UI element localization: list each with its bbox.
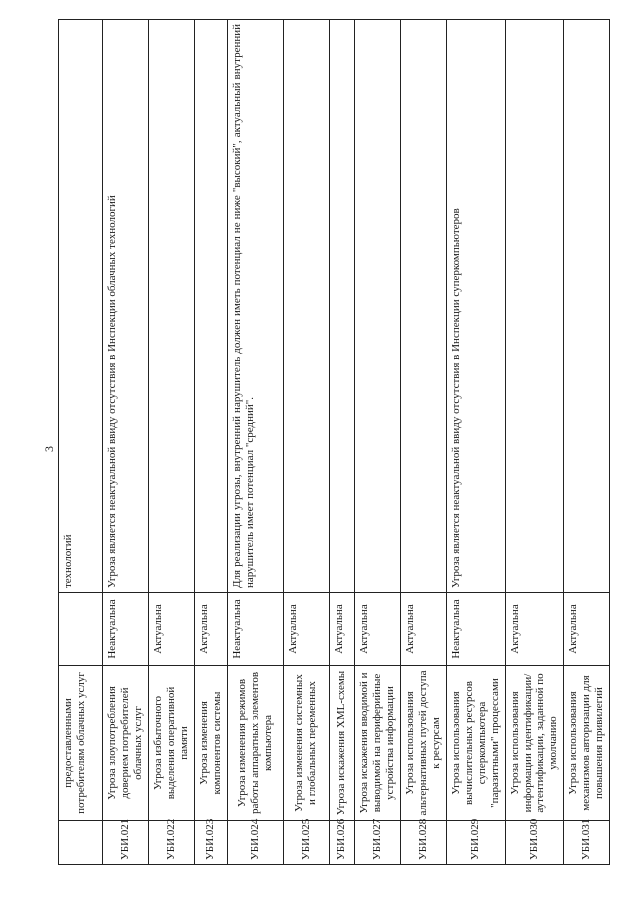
table-row xyxy=(505,20,564,865)
threat-relevance: Актуальна xyxy=(148,593,194,666)
table-row xyxy=(400,20,446,865)
threat-code xyxy=(59,821,103,865)
threat-relevance: Актуальна xyxy=(194,593,227,666)
threat-relevance xyxy=(59,593,103,666)
threat-note: Угроза является неактуальной ввиду отсутствия в Инспекции облачных технологий xyxy=(103,20,149,593)
threat-note xyxy=(564,20,610,593)
threat-relevance: Актуальна xyxy=(283,593,329,666)
table-row xyxy=(227,20,283,865)
threat-note xyxy=(400,20,446,593)
threat-note xyxy=(148,20,194,593)
table-row xyxy=(59,20,103,865)
threat-name: Угроза использования вычислительных ресурсов суперкомпьютера "паразитными" процессами xyxy=(446,666,505,821)
threat-relevance: Неактуальна xyxy=(446,593,505,666)
threat-code: УБИ.031 xyxy=(564,821,610,865)
page-number: 3 xyxy=(42,446,56,452)
table-row xyxy=(103,20,149,865)
threat-note xyxy=(505,20,564,593)
threat-name: предоставленными потребителям облачных услуг xyxy=(59,666,103,821)
threats-table xyxy=(58,19,610,865)
threat-note: Угроза является неактуальной ввиду отсутствия в Инспекции суперкомпьютеров xyxy=(446,20,505,593)
threat-code: УБИ.021 xyxy=(103,821,149,865)
threat-name: Угроза использования информации идентификации/аутентификации, заданной по умолчанию xyxy=(505,666,564,821)
threat-name: Угроза использования альтернативных путей доступа к ресурсам xyxy=(400,666,446,821)
threat-name: Угроза искажения вводимой и выводимой на периферийные устройства информации xyxy=(354,666,400,821)
threat-note xyxy=(354,20,400,593)
threat-code: УБИ.027 xyxy=(354,821,400,865)
table-row xyxy=(564,20,610,865)
threat-relevance: Неактуальна xyxy=(227,593,283,666)
table-row xyxy=(329,20,354,865)
rotated-page xyxy=(42,20,606,865)
threat-relevance: Актуальна xyxy=(564,593,610,666)
threat-note: технологий xyxy=(59,20,103,593)
threat-code: УБИ.026 xyxy=(329,821,354,865)
threat-code: УБИ.024 xyxy=(227,821,283,865)
threat-relevance: Актуальна xyxy=(354,593,400,666)
threat-name: Угроза изменения системных и глобальных переменных xyxy=(283,666,329,821)
threat-name: Угроза изменения режимов работы аппаратных элементов компьютера xyxy=(227,666,283,821)
threat-note xyxy=(283,20,329,593)
threat-name: Угроза использования механизмов авторизации для повышения привилегий xyxy=(564,666,610,821)
threat-code: УБИ.023 xyxy=(194,821,227,865)
threat-code: УБИ.025 xyxy=(283,821,329,865)
threat-name: Угроза злоупотребления доверием потребителей облачных услуг xyxy=(103,666,149,821)
threat-name: Угроза избыточного выделения оперативной памяти xyxy=(148,666,194,821)
threat-note xyxy=(194,20,227,593)
threat-relevance: Актуальна xyxy=(400,593,446,666)
threat-code: УБИ.029 xyxy=(446,821,505,865)
threat-name: Угроза искажения XML-схемы xyxy=(329,666,354,821)
threat-code: УБИ.022 xyxy=(148,821,194,865)
table-row xyxy=(148,20,194,865)
threat-note: Для реализации угрозы, внутренний нарушитель должен иметь потенциал не ниже "высокий", актуальный внутренний нарушитель имеет потенциал "средний". xyxy=(227,20,283,593)
threat-note xyxy=(329,20,354,593)
threat-relevance: Актуальна xyxy=(505,593,564,666)
table-row xyxy=(354,20,400,865)
threat-name: Угроза изменения компонентов системы xyxy=(194,666,227,821)
threat-relevance: Неактуальна xyxy=(103,593,149,666)
threat-relevance: Актуальна xyxy=(329,593,354,666)
threat-code: УБИ.028 xyxy=(400,821,446,865)
table-row xyxy=(283,20,329,865)
threat-code: УБИ.030 xyxy=(505,821,564,865)
table-row xyxy=(194,20,227,865)
table-row xyxy=(446,20,505,865)
